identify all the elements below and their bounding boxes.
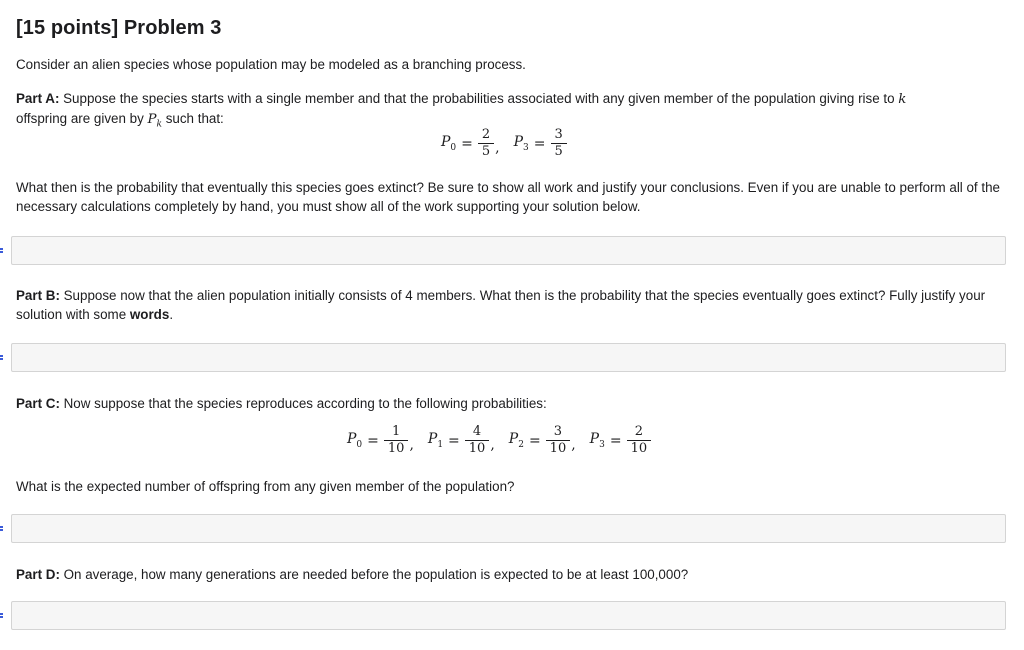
probability-symbol: $P_0$ xyxy=(441,134,457,153)
part-c-equation xyxy=(347,425,666,456)
equals-sign: = xyxy=(448,432,460,449)
pk-symbol: $P_k$ xyxy=(147,112,162,130)
answer-box-part-d[interactable] xyxy=(11,601,1006,630)
fraction xyxy=(465,425,490,456)
fraction xyxy=(384,425,409,456)
part-c-body: Now suppose that the species reproduces according to the following probabilities: xyxy=(59,396,547,411)
part-b-body: Suppose now that the alien population initially consists of 4 members. What then is the probability that the species eventually goes extinct? Fully justify your solution with some xyxy=(16,288,986,322)
equals-sign: = xyxy=(533,135,546,152)
fraction xyxy=(478,128,494,159)
part-d-label: Part D: xyxy=(16,567,60,582)
equals-sign: = xyxy=(609,432,622,449)
fraction-numerator: 4 xyxy=(472,424,482,439)
fraction-denominator: 5 xyxy=(551,143,567,159)
drag-handle-c[interactable] xyxy=(0,526,3,532)
answer-box-part-b[interactable] xyxy=(11,343,1006,372)
problem-title: [15 points] Problem 3 xyxy=(16,17,222,39)
part-c-label: Part C: xyxy=(16,396,60,411)
part-a-text-2: offspring are given by xyxy=(16,111,148,126)
answer-box-part-a[interactable] xyxy=(11,236,1006,265)
probability-symbol: $P_0$ xyxy=(347,431,363,450)
equation-term xyxy=(428,425,495,456)
part-a-text-1: Suppose the species starts with a single member and that the probabilities associated with any given member of the population giving rise to xyxy=(59,91,899,106)
part-c-text xyxy=(16,394,1001,413)
probability-symbol: $P_2$ xyxy=(508,431,524,450)
fraction-denominator: 10 xyxy=(546,440,571,456)
part-b-text: Part B: Suppose now that the alien population initially consists of 4 members. What then is the probability that the species eventually goes extinct? Fully justify your solution with some words. xyxy=(16,288,986,322)
part-a-question: What then is the probability that eventually this species goes extinct? Be sure to show all work and justify your conclusions. Even if you are unable to perform all of the necessary calculations completely by hand, you must show all of the work supporting your solution below. xyxy=(16,180,1000,214)
fraction xyxy=(627,425,652,456)
part-b-bold-word: words xyxy=(129,307,170,322)
equation-term xyxy=(347,425,414,456)
equals-sign: = xyxy=(367,432,379,449)
fraction-numerator: 2 xyxy=(481,127,491,142)
probability-symbol: $P_3$ xyxy=(513,134,529,153)
part-d-text xyxy=(16,565,1001,584)
k-symbol: k xyxy=(898,92,907,107)
intro-text: Consider an alien species whose population may be modeled as a branching process. xyxy=(16,57,526,72)
drag-handle-a[interactable] xyxy=(0,248,3,254)
part-b-label: Part B: xyxy=(16,288,60,303)
fraction-denominator: 5 xyxy=(478,143,494,159)
fraction-numerator: 3 xyxy=(554,127,563,142)
part-a-text-3: such that: xyxy=(162,111,224,126)
part-d-body: On average, how many generations are needed before the population is expected to be at least 100,000? xyxy=(59,567,689,582)
fraction-numerator: 3 xyxy=(553,424,563,439)
fraction-denominator: 10 xyxy=(627,440,652,456)
drag-handle-d[interactable] xyxy=(0,613,3,619)
fraction-numerator: 1 xyxy=(392,424,401,439)
equation-term xyxy=(590,425,652,456)
comma: , xyxy=(571,437,576,453)
comma: , xyxy=(490,437,495,453)
equals-sign: = xyxy=(528,432,541,449)
answer-box-part-c[interactable] xyxy=(11,514,1006,543)
equation-term xyxy=(509,425,576,456)
part-c-question: What is the expected number of offspring from any given member of the population? xyxy=(16,479,515,494)
part-a-label: Part A: xyxy=(16,91,60,106)
fraction-denominator: 10 xyxy=(384,440,409,456)
fraction xyxy=(551,128,567,159)
drag-handle-b[interactable] xyxy=(0,355,3,361)
equals-sign: = xyxy=(461,135,473,152)
equation-term xyxy=(441,128,500,159)
fraction-numerator: 2 xyxy=(634,424,643,439)
fraction xyxy=(546,425,571,456)
fraction-denominator: 10 xyxy=(465,440,490,456)
comma: , xyxy=(495,140,500,156)
comma: , xyxy=(409,437,414,453)
equation-term xyxy=(514,128,568,159)
probability-symbol: $P_1$ xyxy=(427,431,444,450)
probability-symbol: $P_3$ xyxy=(589,431,605,450)
part-a-equation xyxy=(441,128,582,159)
